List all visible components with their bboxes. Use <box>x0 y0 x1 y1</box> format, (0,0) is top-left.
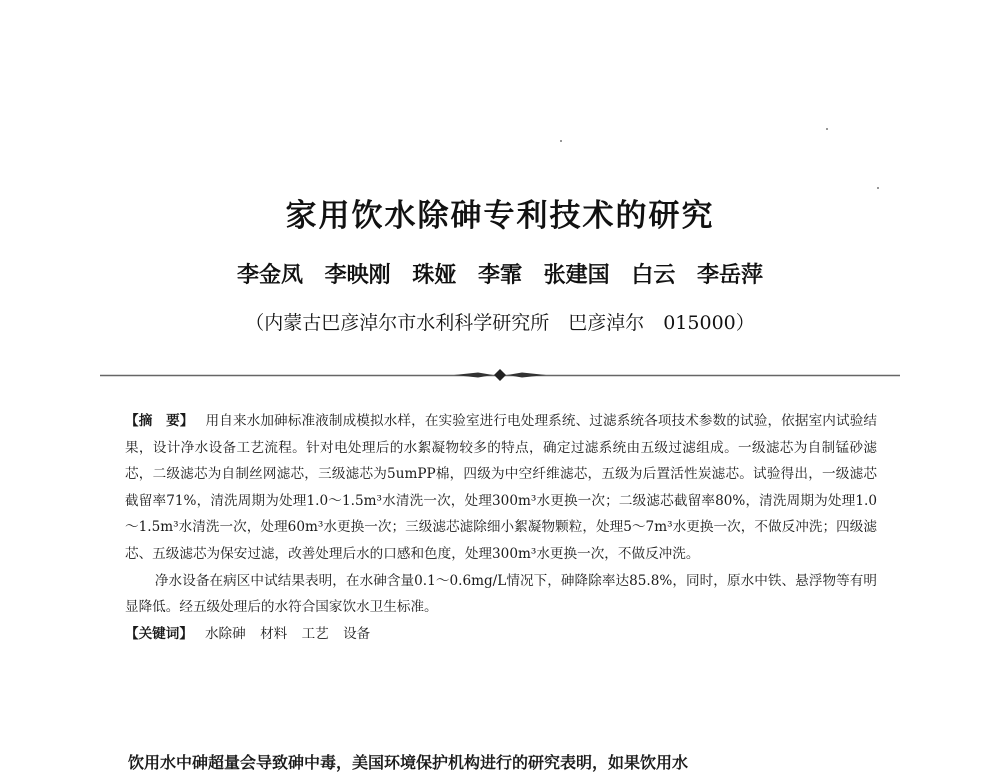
body-first-line: 饮用水中砷超量会导致砷中毒，美国环境保护机构进行的研究表明，如果饮用水 <box>128 753 689 772</box>
keywords-label: 【关键词】 <box>125 625 193 642</box>
scan-speck <box>877 187 879 189</box>
keywords-list: 水除砷 材料 工艺 设备 <box>204 625 371 642</box>
keywords-line <box>125 621 877 648</box>
ornamental-divider <box>100 368 900 382</box>
affiliation: （内蒙古巴彦淖尔市水利科学研究所 巴彦淖尔 015000） <box>245 312 755 334</box>
paper-title: 家用饮水除砷专利技术的研究 <box>285 198 715 234</box>
abstract-paragraph-1 <box>125 408 877 568</box>
abstract-paragraph-2: 净水设备在病区中试结果表明，在水砷含量0.1～0.6mg/L情况下，砷降除率达85.8%，同时，原水中铁、悬浮物等有明显降低。经五级处理后的水符合国家饮水卫生标准。 <box>125 572 877 616</box>
author-list: 李金凤 李映刚 珠娅 李霏 张建国 白云 李岳萍 <box>237 262 763 288</box>
abstract-section <box>125 408 877 647</box>
scan-speck <box>560 140 562 142</box>
abstract-text: 用自来水加砷标准液制成模拟水样，在实验室进行电处理系统、过滤系统各项技术参数的试验，依据室内试验结果，设计净水设备工艺流程。针对电处理后的水絮凝物较多的特点，确定过滤系统由五级过滤组成。一级滤芯为自制锰砂滤芯，二级滤芯为自制丝网滤芯，三级滤芯为5umPP棉，四级为中空纤维滤芯，五级为后置活性炭滤芯。试验得出，一级滤芯截留率71%，清洗周期为处理1.0～1.5m³水清洗一次，处理300m³水更换一次；二级滤芯截留率80%，清洗周期为处理1.0～1.5m³水清洗一次，处理60m³水更换一次；三级滤芯滤除细小絮凝物颗粒，处理5～7m³水更换一次，不做反冲洗；四级滤芯、五级滤芯为保安过滤，改善处理后水的口感和色度，处理300m³水更换一次，不做反冲洗。 <box>125 413 877 562</box>
scan-speck <box>826 128 828 130</box>
abstract-label: 【摘 要】 <box>125 413 194 429</box>
